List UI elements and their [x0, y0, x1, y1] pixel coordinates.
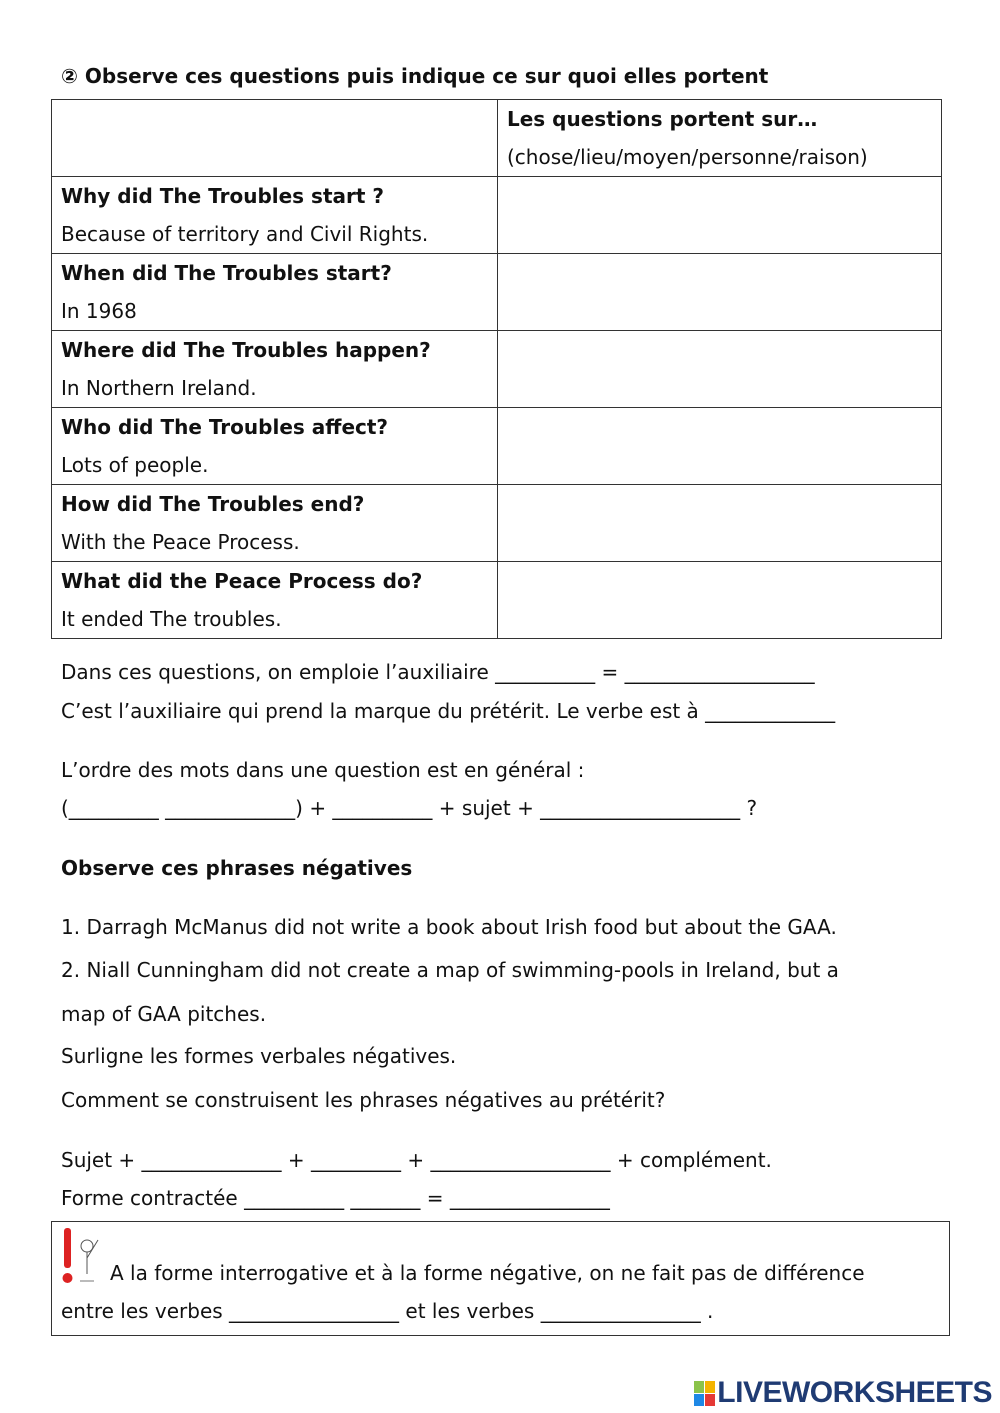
- question: When did The Troubles start?: [61, 261, 392, 285]
- answer: In Northern Ireland.: [61, 376, 257, 400]
- sentence-2-cont: map of GAA pitches.: [61, 1002, 267, 1026]
- table-row: [52, 485, 942, 562]
- answer: With the Peace Process.: [61, 530, 300, 554]
- preterit-line: C’est l’auxiliaire qui prend la marque du prétérit. Le verbe est à _____________: [61, 699, 836, 723]
- table-row: [52, 254, 942, 331]
- note-line-2: entre les verbes _________________ et les verbes ________________ .: [61, 1299, 714, 1323]
- question: Who did The Troubles affect?: [61, 415, 389, 439]
- answer: It ended The troubles.: [61, 607, 282, 631]
- question: Where did The Troubles happen?: [61, 338, 431, 362]
- answer: Lots of people.: [61, 453, 209, 477]
- word-order-intro: L’ordre des mots dans une question est en général :: [61, 758, 585, 782]
- table-row: [52, 408, 942, 485]
- response-cell[interactable]: [498, 562, 942, 639]
- response-cell[interactable]: [498, 331, 942, 408]
- exercise-title: ② Observe ces questions puis indique ce sur quoi elles portent: [61, 64, 769, 88]
- note-box: [51, 1221, 950, 1336]
- exclamation-teacher-icon: [60, 1226, 110, 1286]
- header-cell: Les questions portent sur… (chose/lieu/moyen/personne/raison): [498, 100, 942, 177]
- negative-formula: Sujet + ______________ + _________ + __________________ + complément.: [61, 1148, 772, 1172]
- questions-table: [51, 99, 942, 639]
- sentence-1: 1. Darragh McManus did not write a book about Irish food but about the GAA.: [61, 915, 837, 939]
- question: Why did The Troubles start ?: [61, 184, 384, 208]
- table-row: [52, 331, 942, 408]
- answer: Because of territory and Civil Rights.: [61, 222, 429, 246]
- note-line-1: A la forme interrogative et à la forme négative, on ne fait pas de différence: [110, 1261, 865, 1285]
- word-order-formula: (_________ _____________) + __________ + sujet + ____________________ ?: [61, 796, 758, 820]
- response-cell[interactable]: [498, 177, 942, 254]
- negative-heading: Observe ces phrases négatives: [61, 856, 413, 880]
- liveworksheets-logo: LIVEWORKSHEETS: [694, 1376, 992, 1410]
- table-row: [52, 177, 942, 254]
- logo-tiles-icon: [694, 1381, 715, 1406]
- highlight-instruction: Surligne les formes verbales négatives.: [61, 1044, 457, 1068]
- sentence-2: 2. Niall Cunningham did not create a map of swimming-pools in Ireland, but a: [61, 958, 839, 982]
- response-cell[interactable]: [498, 254, 942, 331]
- table-header-row: [52, 100, 942, 177]
- response-cell[interactable]: [498, 485, 942, 562]
- answer: In 1968: [61, 299, 137, 323]
- response-cell[interactable]: [498, 408, 942, 485]
- contracted-form: Forme contractée __________ _______ = ________________: [61, 1186, 610, 1210]
- how-question: Comment se construisent les phrases négatives au prétérit?: [61, 1088, 666, 1112]
- question: What did the Peace Process do?: [61, 569, 423, 593]
- question: How did The Troubles end?: [61, 492, 365, 516]
- auxiliary-line: Dans ces questions, on emploie l’auxiliaire __________ = ___________________: [61, 660, 815, 684]
- table-row: [52, 562, 942, 639]
